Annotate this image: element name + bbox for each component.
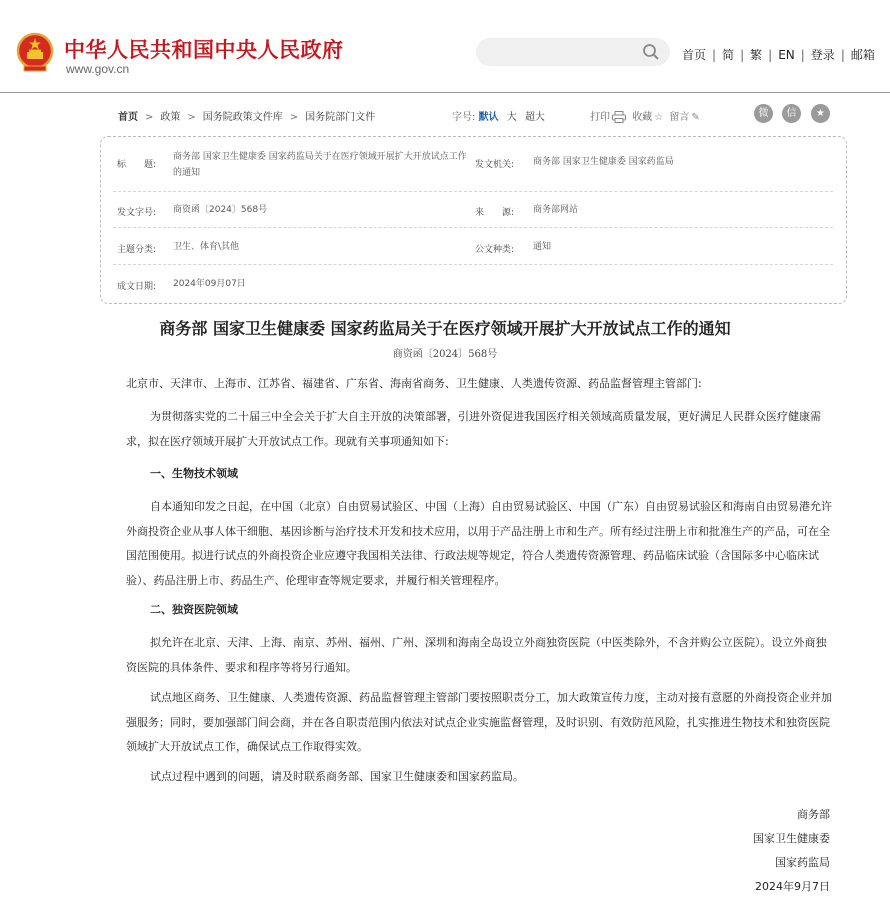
meta-date-value: 2024年09月07日 [173,279,246,289]
national-emblem-icon[interactable] [16,32,54,74]
nav-mail[interactable]: 邮箱 [850,48,875,62]
print-label: 打印 [590,112,610,123]
meta-docno-value: 商资函〔2024〕568号 [173,205,268,215]
printer-icon [612,111,626,123]
signature-nhc: 国家卫生健康委 [753,832,830,845]
nav-english[interactable]: EN [778,48,795,62]
favorite-button[interactable] [632,112,666,123]
article-para-4: 试点过程中遇到的问题，请及时联系商务部、国家卫生健康委和国家药监局。 [150,770,524,783]
meta-genre-value: 通知 [533,242,552,252]
meta-topic-label: 主题分类: [117,245,157,255]
meta-genre-label: 公文种类: [475,245,515,255]
nav-login[interactable]: 登录 [810,48,835,62]
pencil-icon: ✎ [691,111,700,123]
comment-button[interactable] [669,112,702,123]
font-size-large[interactable]: 大 [506,112,517,123]
breadcrumb-department-docs[interactable]: 国务院部门文件 [305,112,376,123]
nav-simplified[interactable]: 简 [722,48,735,62]
article-intro: 为贯彻落实党的二十届三中全会关于扩大自主开放的决策部署，引进外资促进我国医疗相关领域高质量发展，更好满足人民群众医疗健康需求，拟在医疗领域开展扩大开放试点工作。现就有关事项通知如下: [126,410,821,448]
font-size-xlarge[interactable]: 超大 [524,112,545,123]
meta-source-label: 来 源: [475,208,515,218]
signature-nmpa: 国家药监局 [775,856,830,869]
font-size-default[interactable]: 默认 [478,112,499,123]
font-size-selector [452,108,545,123]
section-2-body: 拟允许在北京、天津、上海、南京、苏州、福州、广州、深圳和海南全岛设立外商独资医院（中医类除外，不含并购公立医院）。设立外商独资医院的具体条件、要求和程序等将另行通知。 [126,636,827,674]
meta-row-topic [113,227,833,265]
breadcrumb: 首页 > 政策 > 国务院政策文件库 > 国务院部门文件 [118,112,376,123]
article-recipients: 北京市、天津市、上海市、江苏省、福建省、广东省、海南省商务、卫生健康、人类遗传资源、药品监督管理主管部门: [126,377,702,390]
breadcrumb-policy-library[interactable]: 国务院政策文件库 [202,112,283,123]
site-header [0,0,890,93]
top-nav: 首页 | 简 | 繁 | EN | 登录 | 邮箱 [682,48,875,62]
article-title: 商务部 国家卫生健康委 国家药监局关于在医疗领域开展扩大开放试点工作的通知 [159,319,731,338]
site-url[interactable]: www.gov.cn [66,62,130,76]
meta-date-label: 成文日期: [117,282,157,292]
wechat-share-icon[interactable]: 信 [782,104,801,123]
favorites-star-icon[interactable]: ★ [811,104,830,123]
meta-title-label: 标 题: [117,160,157,170]
nav-traditional[interactable]: 繁 [750,48,763,62]
search-icon[interactable] [642,43,660,61]
meta-docno-label: 发文字号: [117,208,157,218]
section-1-title: 一、生物技术领域 [150,467,238,480]
meta-row-date [113,264,833,302]
meta-title-value: 商务部 国家卫生健康委 国家药监局关于在医疗领域开展扩大开放试点工作的通知 [173,152,467,178]
article-tools [590,108,703,123]
star-icon: ☆ [654,111,664,123]
article-docno: 商资函〔2024〕568号 [392,349,498,360]
breadcrumb-policy[interactable]: 政策 [160,112,181,123]
search-input[interactable] [476,38,670,66]
meta-row-docno [113,191,833,228]
signature-mofcom: 商务部 [797,808,830,821]
signature-date: 2024年9月7日 [755,880,830,893]
document-meta-box [100,136,847,304]
meta-row-title [113,137,833,192]
comment-label: 留言 [669,112,690,123]
breadcrumb-home[interactable]: 首页 [118,112,138,123]
section-2-title: 二、独资医院领域 [150,603,238,616]
font-size-label: 字号: [452,112,476,123]
meta-issuer-label: 发文机关: [475,160,515,170]
meta-issuer-value: 商务部 国家卫生健康委 国家药监局 [533,157,674,167]
print-button[interactable] [590,112,629,123]
section-1-body: 自本通知印发之日起，在中国（北京）自由贸易试验区、中国（上海）自由贸易试验区、中国（广东）自由贸易试验区和海南自由贸易港允许外商投资企业从事人体干细胞、基因诊断与治疗技术开发和技术应用，以用于产品注册上市和生产。所有经过注册上市和批准生产的产品，可在全国范围使用。拟进行试点的外商投资企业应遵守我国相关法律、行政法规等规定，符合人类遗传资源管理、药品临床试验（含国际多中心临床试验）、药品注册上市、药品生产、伦理审查等规定要求，并履行相关管理程序。 [126,500,832,587]
meta-topic-value: 卫生、体育\其他 [173,242,240,252]
site-title[interactable]: 中华人民共和国中央人民政府 [64,38,344,62]
nav-home[interactable]: 首页 [682,48,707,62]
article-para-3: 试点地区商务、卫生健康、人类遗传资源、药品监督管理主管部门要按照职责分工，加大政策宣传力度，主动对接有意愿的外商投资企业并加强服务；同时，要加强部门间会商，并在各自职责范围内依法对试点企业实施监督管理，及时识别、有效防范风险，扎实推进生物技术和独资医院领域扩大开放试点工作，确保试点工作取得实效。 [126,691,832,753]
favorite-label: 收藏 [632,112,653,123]
weibo-share-icon[interactable]: 微 [754,104,773,123]
meta-source-value: 商务部网站 [533,205,579,215]
